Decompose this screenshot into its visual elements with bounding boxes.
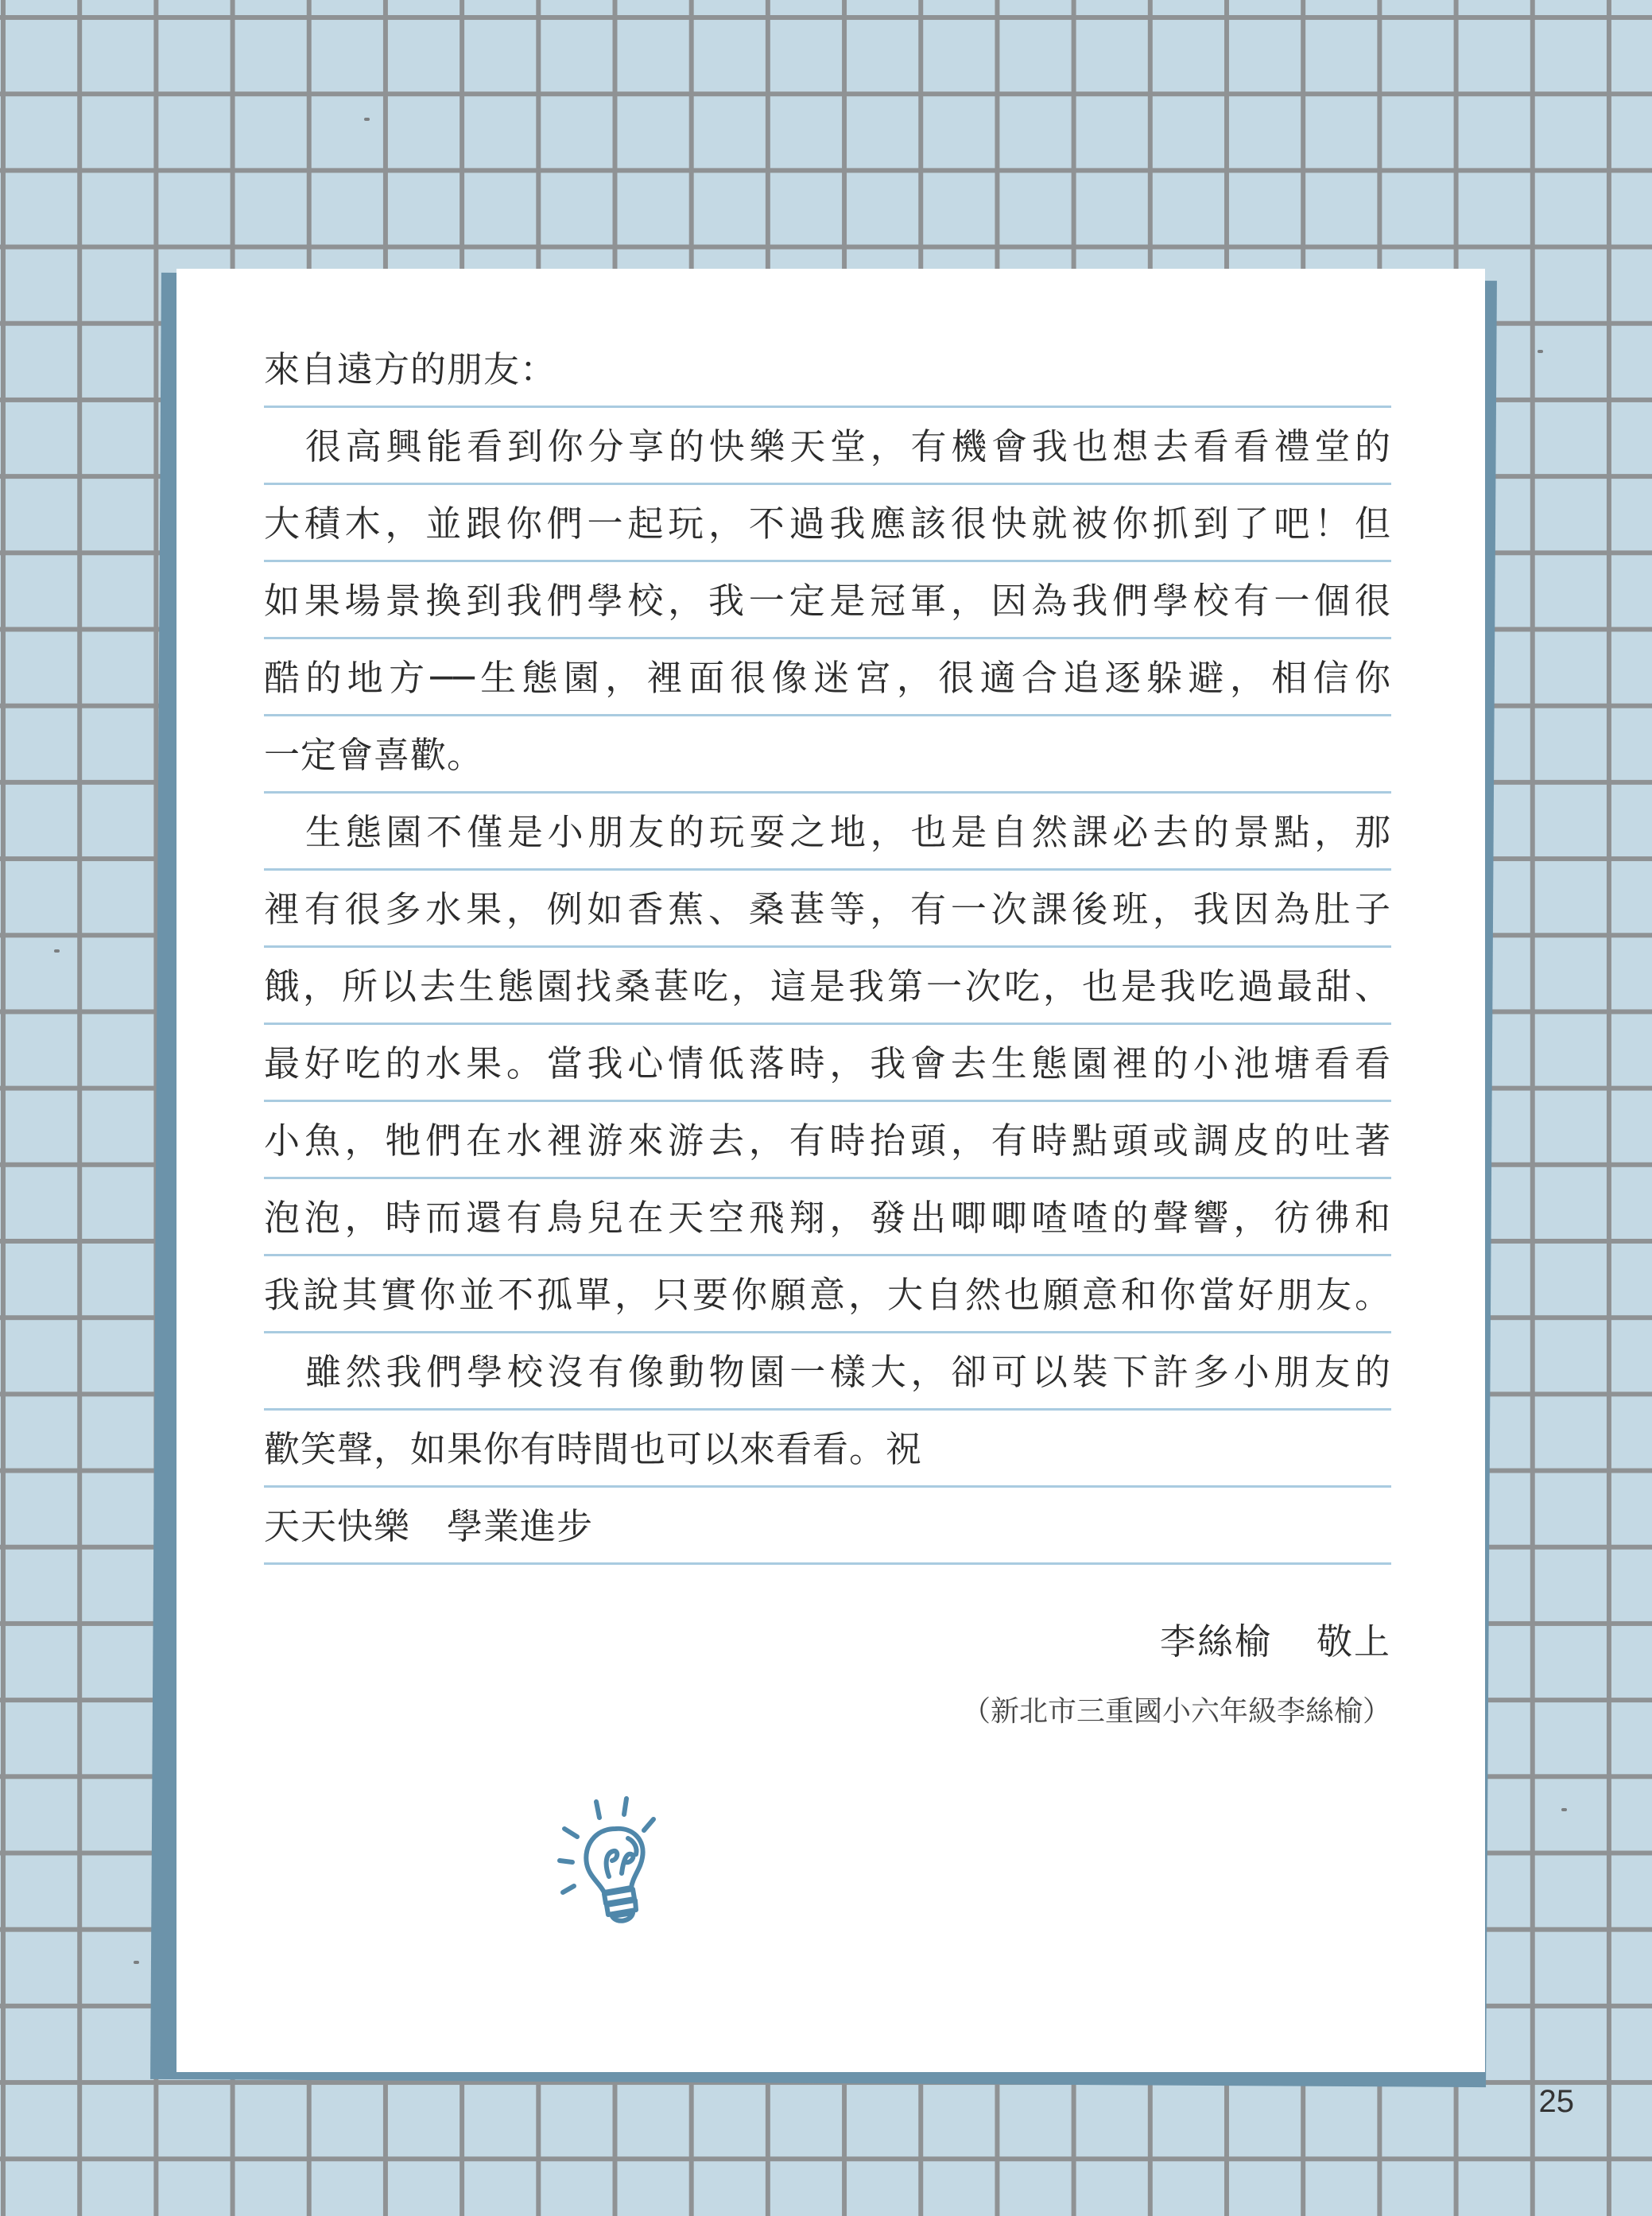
grid-speck <box>1561 1808 1567 1811</box>
page-number: 25 <box>1538 2084 1574 2119</box>
letter-line: 雖然我們學校沒有像動物園一樣大，卻可以裝下許多小朋友的 <box>264 1333 1391 1411</box>
light-bulb-icon <box>549 1791 684 1934</box>
grid-speck <box>134 1961 139 1964</box>
letter-blessing: 天天快樂 學業進步 <box>264 1488 1391 1565</box>
letter-line: 最好吃的水果。當我心情低落時，我會去生態園裡的小池塘看看 <box>264 1025 1391 1102</box>
letter-line: 歡笑聲，如果你有時間也可以來看看。祝 <box>264 1411 1391 1488</box>
letter-body <box>264 331 1391 1565</box>
letter-line: 泡泡，時而還有鳥兒在天空飛翔，發出唧唧喳喳的聲響，彷彿和 <box>264 1179 1391 1256</box>
letter-line: 餓，所以去生態園找桑葚吃，這是我第一次吃，也是我吃過最甜、 <box>264 948 1391 1025</box>
letter-line: 裡有很多水果，例如香蕉、桑葚等，有一次課後班，我因為肚子 <box>264 871 1391 948</box>
signature-closing: 敬上 <box>1316 1620 1391 1663</box>
letter-line: 生態園不僅是小朋友的玩耍之地，也是自然課必去的景點，那 <box>264 794 1391 871</box>
letter-line: 很高興能看到你分享的快樂天堂，有機會我也想去看看禮堂的 <box>264 408 1391 485</box>
letter-greeting: 來自遠方的朋友： <box>264 331 1391 408</box>
letter-line: 大積木，並跟你們一起玩，不過我應該很快就被你抓到了吧！但 <box>264 485 1391 562</box>
letter-line: 小魚，牠們在水裡游來游去，有時抬頭，有時點頭或調皮的吐著 <box>264 1102 1391 1179</box>
grid-speck <box>1538 350 1543 353</box>
letter-line: 酷的地方──生態園，裡面很像迷宮，很適合追逐躲避，相信你 <box>264 639 1391 716</box>
grid-speck <box>54 949 60 953</box>
letter-line: 一定會喜歡。 <box>264 716 1391 794</box>
signature <box>1160 1613 1391 1664</box>
grid-speck <box>364 118 370 121</box>
letter-paper <box>176 269 1485 2072</box>
author-credit: （新北市三重國小六年級李絲榆） <box>961 1695 1391 1728</box>
signature-name: 李絲榆 <box>1159 1620 1272 1663</box>
letter-line: 如果場景換到我們學校，我一定是冠軍，因為我們學校有一個很 <box>264 562 1391 639</box>
letter-line: 我說其實你並不孤單，只要你願意，大自然也願意和你當好朋友。 <box>264 1256 1391 1333</box>
